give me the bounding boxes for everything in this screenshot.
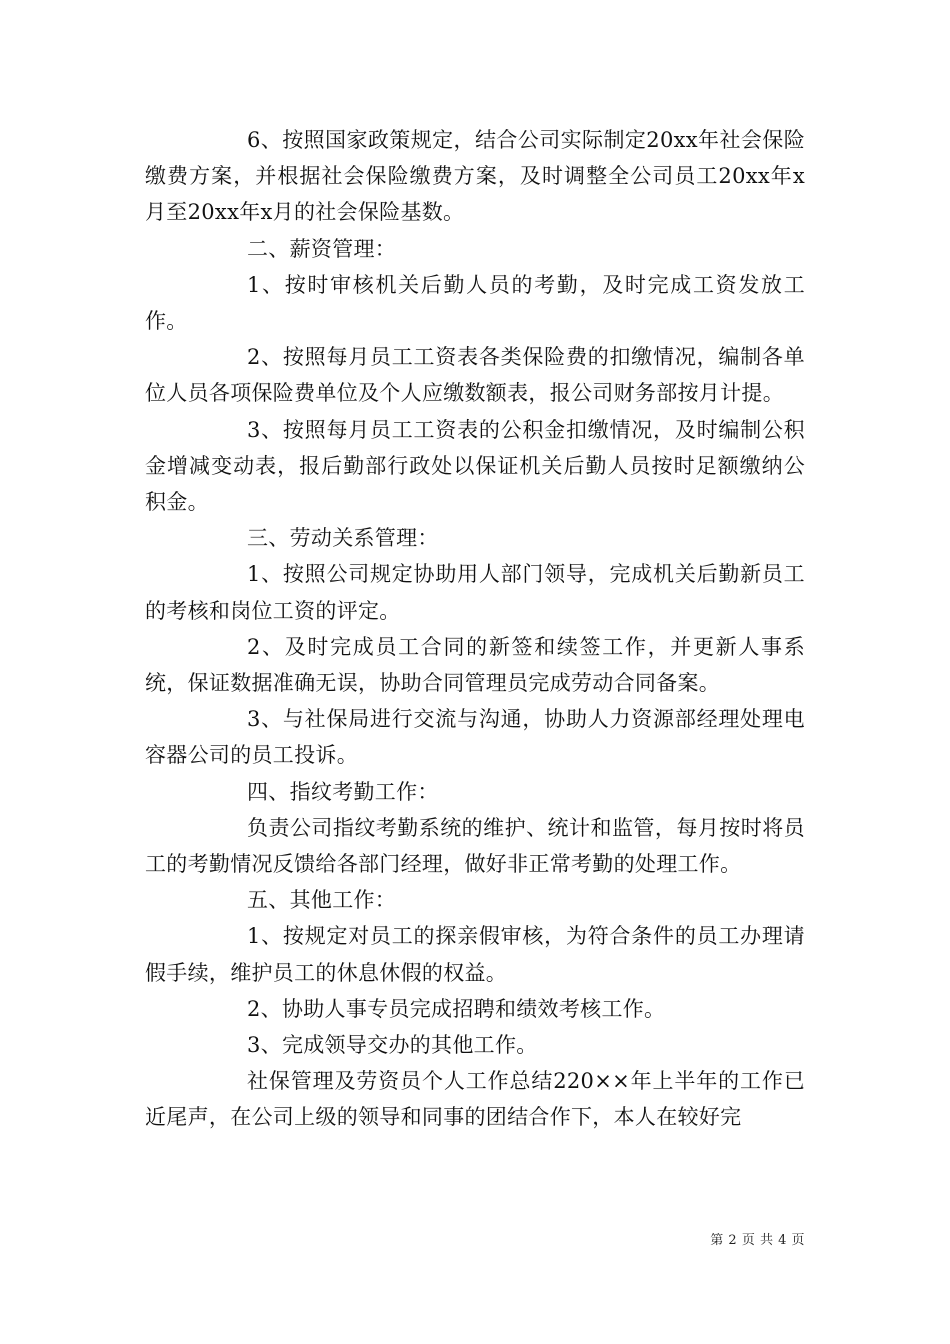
section-heading: 二、薪资管理：	[247, 236, 397, 261]
section-heading: 五、其他工作：	[247, 888, 397, 913]
section-heading: 三、劳动关系管理：	[247, 526, 439, 551]
paragraph: 2、按照每月员工工资表各类保险费的扣缴情况，编制各单位人员各项保险费单位及个人应缴数额表，报公司财务部按月计提。	[145, 345, 805, 406]
paragraph: 3、完成领导交办的其他工作。	[247, 1033, 538, 1058]
document-body	[145, 122, 805, 1136]
paragraph: 2、协助人事专员完成招聘和绩效考核工作。	[247, 996, 666, 1021]
page-number: 第 2 页 共 4 页	[710, 1233, 805, 1248]
paragraph: 1、按规定对员工的探亲假审核，为符合条件的员工办理请假手续，维护员工的休息休假的权益。	[145, 924, 805, 985]
paragraph: 2、及时完成员工合同的新签和续签工作，并更新人事系统，保证数据准确无误，协助合同管理员完成劳动合同备案。	[145, 634, 805, 696]
paragraph: 社保管理及劳资员个人工作总结220××年上半年的工作已近尾声，在公司上级的领导和同事的团结合作下，本人在较好完	[145, 1069, 805, 1130]
paragraph: 3、按照每月员工工资表的公积金扣缴情况，及时编制公积金增减变动表，报后勤部行政处以保证机关后勤人员按时足额缴纳公积金。	[145, 417, 805, 515]
paragraph: 6、按照国家政策规定，结合公司实际制定20xx年社会保险缴费方案，并根据社会保险缴费方案，及时调整全公司员工20xx年x月至20xx年x月的社会保险基数。	[145, 128, 805, 225]
section-heading: 四、指纹考勤工作：	[247, 779, 439, 804]
paragraph: 1、按时审核机关后勤人员的考勤，及时完成工资发放工作。	[145, 272, 805, 334]
paragraph: 负责公司指纹考勤系统的维护、统计和监管，每月按时将员工的考勤情况反馈给各部门经理，做好非正常考勤的处理工作。	[145, 815, 805, 877]
paragraph: 1、按照公司规定协助用人部门领导，完成机关后勤新员工的考核和岗位工资的评定。	[145, 562, 805, 623]
paragraph: 3、与社保局进行交流与沟通，协助人力资源部经理处理电容器公司的员工投诉。	[145, 707, 805, 768]
